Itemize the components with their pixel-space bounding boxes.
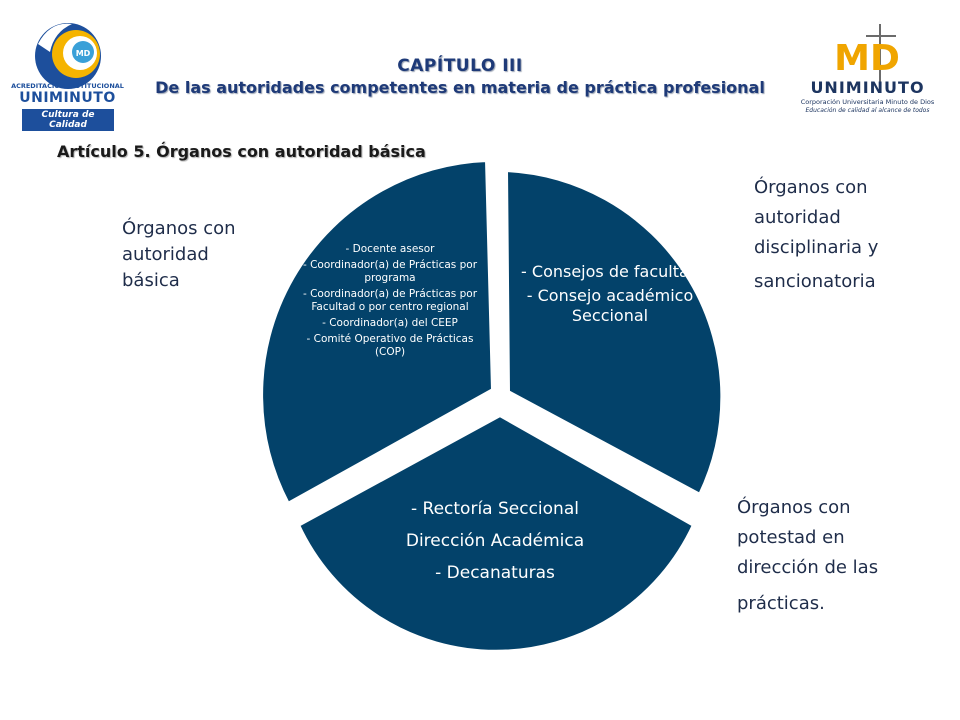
left-logo-line3: Cultura de Calidad (22, 109, 114, 131)
right-logo-line2: Corporación Universitaria Minuto de Dios (800, 98, 935, 106)
label-line: sancionatoria (754, 271, 876, 292)
sector-disciplinary-line: - Consejo académico Seccional (526, 286, 694, 325)
label-line: disciplinaria y (754, 237, 879, 258)
label-disciplinary-authority (754, 173, 944, 297)
label-line: potestad en (737, 527, 845, 548)
right-logo-mark: MD (834, 38, 900, 79)
sector-basic-line: - Docente asesor (345, 243, 435, 255)
sector-direction-line: - Decanaturas (435, 563, 555, 583)
chapter-title: CAPÍTULO III (397, 56, 523, 76)
sector-disciplinary-text (520, 262, 700, 330)
sector-basic-line: - Coordinador(a) de Prácticas por Facultad o por centro regional (302, 288, 478, 313)
label-line: prácticas. (737, 593, 825, 614)
right-logo-line1: UNIMINUTO (810, 78, 925, 97)
left-logo-badge: MD (75, 49, 91, 58)
sector-direction-text (370, 498, 620, 594)
sector-basic-text (300, 243, 480, 362)
sector-basic-line: - Coordinador(a) de Prácticas por programa (302, 259, 478, 284)
sector-basic-line: - Coordinador(a) del CEEP (322, 317, 458, 329)
left-logo-line1: ACREDITACIÓN INSTITUCIONAL (11, 82, 124, 90)
sector-direction-line: Dirección Académica (405, 531, 585, 551)
article-title: Artículo 5. Órganos con autoridad básica (57, 142, 426, 161)
label-line: autoridad (122, 244, 209, 265)
label-direction-authority (737, 493, 937, 619)
label-line: dirección de las (737, 557, 879, 578)
label-line: Órganos con (122, 218, 236, 239)
sector-disciplinary-line: - Consejos de facultad (521, 262, 699, 281)
label-line: Órganos con (754, 177, 868, 198)
label-line: básica (122, 270, 180, 291)
sector-basic-line: - Comité Operativo de Prácticas (COP) (306, 333, 474, 358)
sector-direction-line: - Rectoría Seccional (411, 499, 579, 519)
right-logo-line3: Educación de calidad al alcance de todos (805, 107, 930, 114)
left-logo-line2: UNIMINUTO (19, 90, 116, 106)
label-line: Órganos con (737, 497, 851, 518)
label-line: autoridad (754, 207, 841, 228)
chapter-subtitle: De las autoridades competentes en materia de práctica profesional (155, 78, 765, 97)
label-basic-authority (122, 216, 272, 294)
